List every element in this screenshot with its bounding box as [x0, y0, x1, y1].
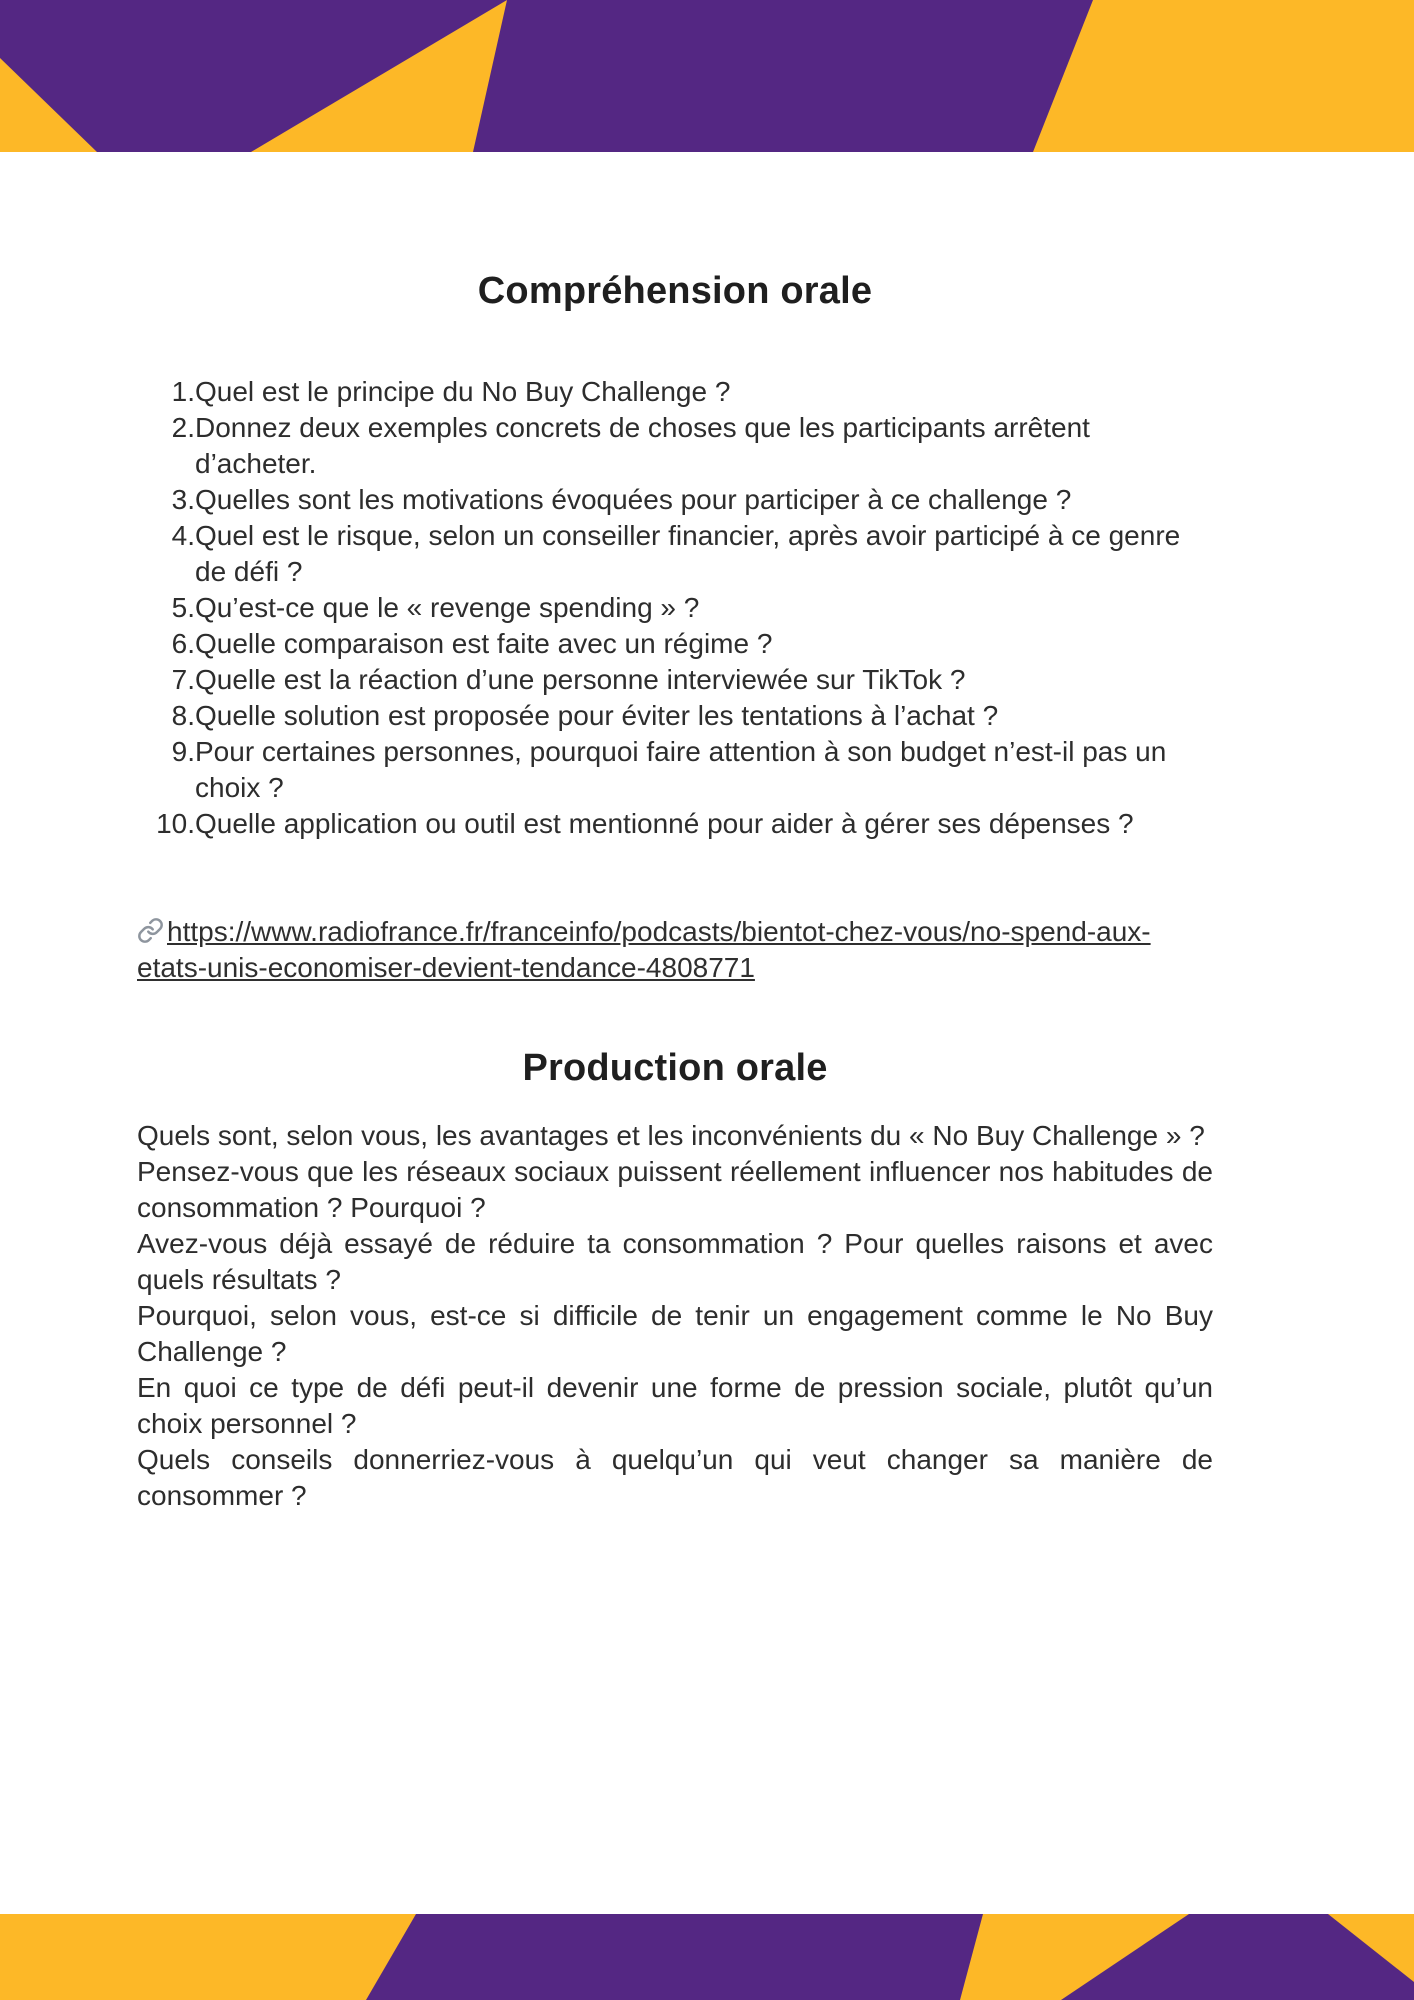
top-banner-purple-shape-center	[473, 0, 1093, 152]
production-orale-title: Production orale	[522, 1047, 828, 1089]
question-item: Quelle comparaison est faite avec un régime ?	[195, 628, 773, 659]
top-banner	[0, 0, 1414, 152]
comprehension-question-list	[137, 374, 1213, 842]
question-item: Donnez deux exemples concrets de choses que les participants arrêtent d’acheter.	[195, 412, 1090, 479]
top-banner-graphic	[0, 0, 1414, 152]
question-item: Qu’est-ce que le « revenge spending » ?	[195, 592, 700, 623]
bottom-banner-graphic	[0, 1914, 1414, 2000]
question-item: Pour certaines personnes, pourquoi faire attention à son budget n’est-il pas un choix ?	[195, 736, 1167, 803]
prompt-item: Pensez-vous que les réseaux sociaux puissent réellement influencer nos habitudes de consommation ? Pourquoi ?	[137, 1156, 1213, 1223]
prompt-item: En quoi ce type de défi peut-il devenir une forme de pression sociale, plutôt qu’un choix personnel ?	[137, 1372, 1213, 1439]
worksheet-content	[137, 152, 1213, 1514]
audio-source-row	[137, 914, 1213, 986]
question-item: Quelle solution est proposée pour éviter les tentations à l’achat ?	[195, 700, 999, 731]
podcast-source-url: https://www.radiofrance.fr/franceinfo/podcasts/bientot-chez-vous/no-spend-aux-etats-unis-economiser-devient-tendance-4808771	[137, 916, 1151, 983]
podcast-source-link[interactable]	[137, 916, 1151, 983]
prompt-item: Avez-vous déjà essayé de réduire ta consommation ? Pour quelles raisons et avec quels résultats ?	[137, 1228, 1213, 1295]
question-item: Quel est le principe du No Buy Challenge ?	[195, 376, 731, 407]
bottom-banner	[0, 1914, 1414, 2000]
question-item: Quel est le risque, selon un conseiller financier, après avoir participé à ce genre de défi ?	[195, 520, 1181, 587]
question-item: Quelle est la réaction d’une personne interviewée sur TikTok ?	[195, 664, 966, 695]
prompt-item: Quels conseils donnerriez-vous à quelqu’un qui veut changer sa manière de consommer ?	[137, 1444, 1213, 1511]
comprehension-orale-title: Compréhension orale	[477, 270, 873, 312]
question-item: Quelle application ou outil est mentionné pour aider à gérer ses dépenses ?	[195, 808, 1134, 839]
link-icon	[137, 917, 164, 944]
prompt-item: Quels sont, selon vous, les avantages et les inconvénients du « No Buy Challenge » ?	[137, 1120, 1205, 1151]
question-item: Quelles sont les motivations évoquées pour participer à ce challenge ?	[195, 484, 1072, 515]
production-prompt-list	[137, 1118, 1213, 1514]
prompt-item: Pourquoi, selon vous, est-ce si difficile de tenir un engagement comme le No Buy Challenge ?	[137, 1300, 1213, 1367]
bottom-banner-purple-shape-center	[366, 1914, 983, 2000]
